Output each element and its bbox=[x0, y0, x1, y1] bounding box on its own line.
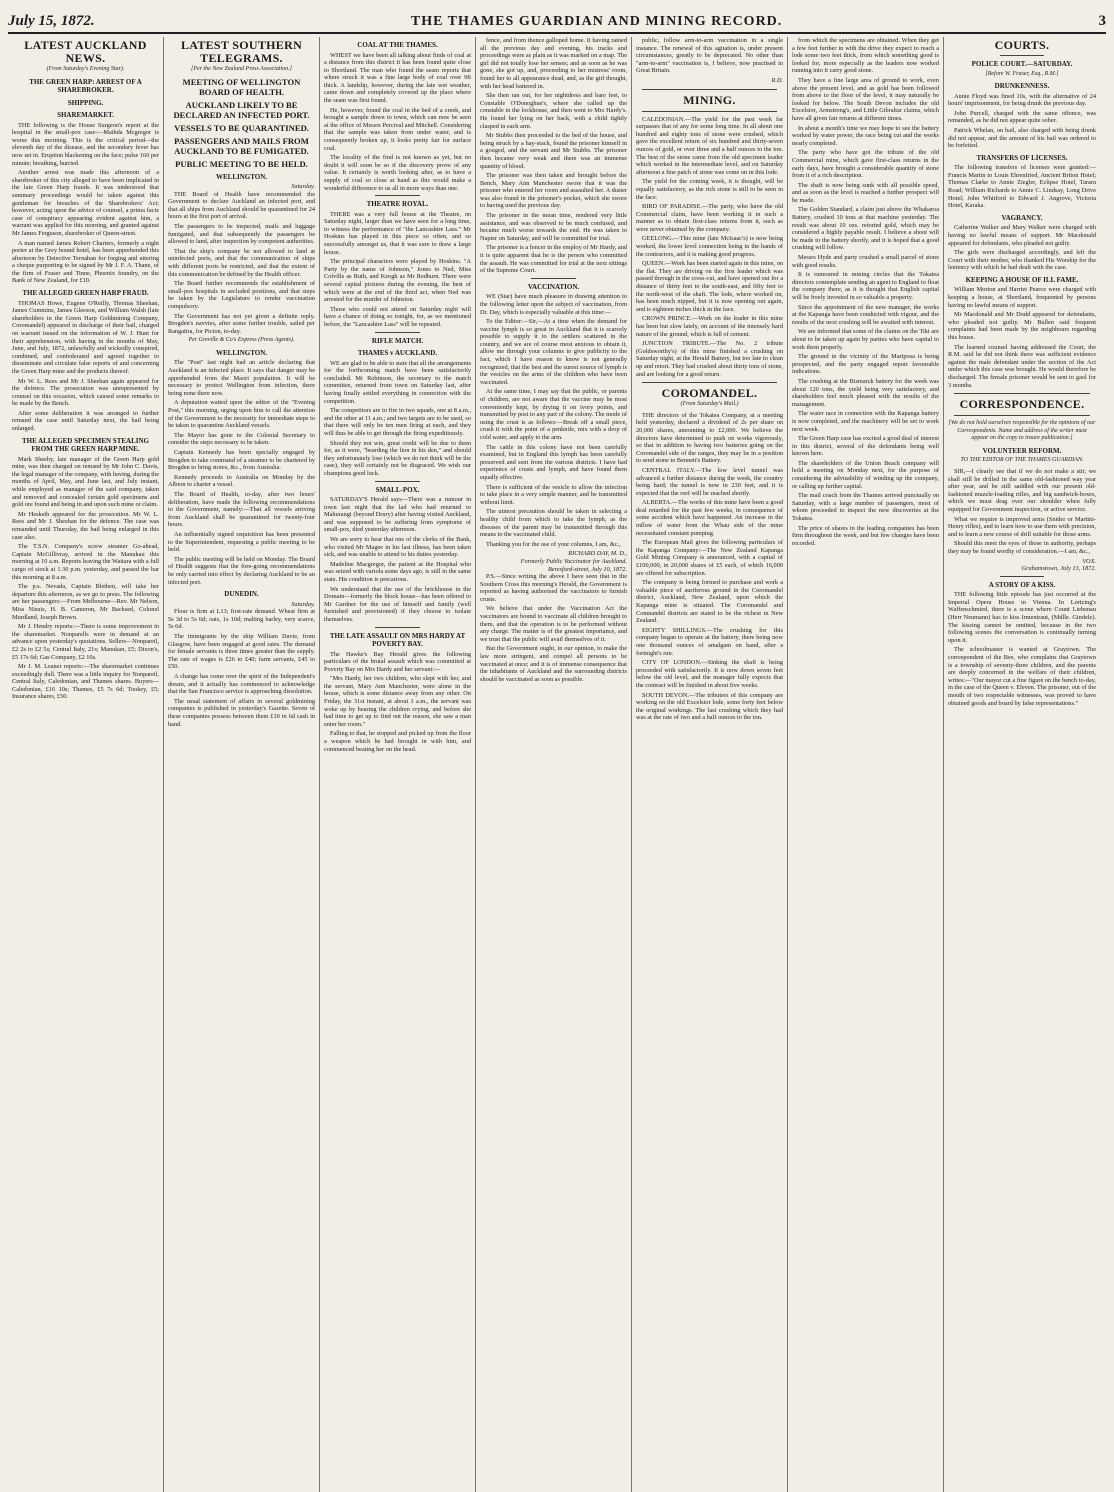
paragraph: SATURDAY'S Herald says—There was a rumour in town last night that the lad who had returned to Mahurangi (beyond Drury) after having visited Auckland, and was supposed to be suffering from symptoms of small-pox, died yesterday afternoon. bbox=[324, 496, 471, 534]
paragraph: The public meeting will be held on Monday. The Board of Health suggests that the fore-going recommendations be only carried into effect by declaring Auckland to be an infected port. bbox=[168, 555, 315, 586]
paragraph: QUEEN.—Work has been started again in this mine, on the flat. They are driving on the first leader which was passed through in the cross-cut, and have opened out for a distance of thirty feet to the south-east, and fifty feet to the north-west of the shaft. The lode, where worked on, has been much nipped, but it is now opening out again, and is eighteen inches thick in the face. bbox=[636, 260, 783, 313]
byline: Per Greville & Co's Express (Press Agents). bbox=[188, 337, 295, 344]
subheading: SHIPPING. bbox=[67, 98, 104, 107]
paragraph: The Green Harp case has excited a good deal of interest in this district, several of the defendants being well known here. bbox=[792, 435, 939, 458]
section-heading: CORRESPONDENCE. bbox=[959, 397, 1085, 412]
paragraph: The shaft is now being sunk with all possible speed, and as soon as the level is reached a further prospect will be made. bbox=[792, 181, 939, 204]
paragraph: Should they not win, great credit will be due to them for, as it were, "bearding the lion in his den," and should they unfortunately lose (which we do not think will be the case), they will certainly not be disgraced. We wish our champions good luck. bbox=[324, 439, 471, 477]
paragraph: The "Post" last night had an article declaring that Auckland is an infected place. It says that danger may be apprehended from the Maori population. It will be necessary to protect Wellington from infection, there being none there now. bbox=[168, 359, 315, 397]
paragraph: Kennedy proceeds to Australia on Monday by the Albion to charter a vessel. bbox=[168, 473, 315, 489]
paragraph: The shareholders of the Union Beach company will hold a meeting on Monday next, for the purpose of considering the advisability of winding up the company, or calling up further capital. bbox=[792, 459, 939, 490]
paragraph: A change has come over the spirit of the Independent's dream, and it actually has commenced to acknowledge that the San Francisco service is approaching dissolution. bbox=[168, 672, 315, 696]
paragraph: We believe that under the Vaccination Act the vaccinators are bound to vaccinate all children brought to them, and that the operation is to be performed without any charge. The matter is of the greatest importance, and we trust that the public will avail themselves of it. bbox=[480, 605, 627, 643]
paragraph: The Mayor has gone to the Colonial Secretary to consider the steps necessary to be taken. bbox=[168, 431, 315, 447]
paragraph: Mr Hesketh appeared for the prosecution. Mr W. L. Rees and Mr J. Sheehan for the defence. The case was remanded until Thursday, the bail being enlarged in this case also. bbox=[12, 510, 159, 541]
signature: Grahamstown, July 13, 1872. bbox=[1021, 565, 1096, 573]
paragraph: Mr Stubbs then proceeded to the bed of the house, and being struck by a hay-stack, found the prisoner himself in a gouged, and the servant and Mr Stubbs. The prisoner then became very weak and there was an immense quantity of blood. bbox=[480, 132, 627, 170]
paragraph: The passengers to be inspected, mails and luggage fumigated, and that subsequently the passengers be allowed to land, after inspection by competent authorities. bbox=[168, 223, 315, 246]
signature: RICHARD DAY, M. D., bbox=[568, 550, 627, 558]
paragraph: At the same time, I may say that the public, or parents of children, are not aware that the vaccine may be most conveniently kept, by drying it on ivory points, and transmitted by post to any part of the colony. The mode of using the crust is as follows:—Break off a small piece, crush it with the point of a penknife, mix with a drop of cold water, and apply to the arm. bbox=[480, 388, 627, 441]
paragraph: THE Board of Health have recommended the Government to declare Auckland an infected port, and that all ships from Auckland should be quarantined for 24 hours at the first port of arrival. bbox=[168, 190, 315, 221]
signature: Beresford-street, July 10, 1872. bbox=[547, 565, 627, 573]
paragraph: CENTRAL ITALY.—The low level tunnel was advanced a further distance during the week, the country being hard; the tunnel is now in 230 feet, and it is expected that the reef will be reached shortly. bbox=[636, 466, 783, 497]
paragraph: Catherine Walker and Mary Walker were charged with having no lawful means of support. Mr Macdonald appeared for defendants, who pleaded not guilty. bbox=[948, 224, 1096, 247]
paragraph: The learned counsel having addressed the Court, the R.M. said he did not think there was sufficient evidence against the male defendant under the section of the Act under which this case was brought. He would therefore be discharged. The female prisoner would be sent to gaol for 3 months. bbox=[948, 343, 1096, 389]
paragraph: Another arrest was made this afternoon of a sharebroker of this city alleged to have been implicated in the late Green Harp frauds. It was understood that summary proceedings would be taken against this gentleman for breaches of the Sharebrokers' Act; however, acting upon the advice of counsel, a prima facie case of conspiracy appearing evident against him, a warrant was applied for this morning, and granted against Mr James Ferguson, sharebroker of Queen-street. bbox=[12, 169, 159, 237]
paragraph: Should this meet the eyes of those in authority, perhaps they may be found worthy of consideration.—I am, &c., bbox=[948, 540, 1096, 555]
paragraph: THE following little episode has just occurred at the Imperial Opera House in Vienna. In Lortzing's Waffenschmied, there is a scene where Count Liebenau (Herr Neumann) has to kiss Irmentraut, (Mdlle. Gindele). The kissing cannot be omitted, because in the two following scenes the conversation is continually turning upon it. bbox=[948, 591, 1096, 644]
section-heading: MINING. bbox=[683, 92, 736, 107]
subheading: THE LATE ASSAULT ON MRS HARDY AT POVERTY BAY. bbox=[329, 631, 466, 648]
paragraph: Patrick Whelan, on bail, also charged with being drunk did not appear, and the amount of his bail was ordered to be forfeited. bbox=[948, 126, 1096, 150]
paragraph: Thanking you for the use of your columns, I am, &c., bbox=[486, 540, 621, 548]
divider bbox=[375, 627, 419, 628]
page-number: 3 bbox=[1098, 13, 1106, 29]
headline: PASSENGERS AND MAILS FROM AUCKLAND TO BE FUMIGATED. bbox=[174, 135, 309, 156]
paragraph: John Purcell, charged with the same offence, was remanded, as he did not appear quite sober. bbox=[948, 109, 1096, 125]
paragraph: SOUTH DEVON.—The tributers of this company are working on the old Excelsior lode, some forty feet below the original workings. The last crushing which they had was at the rate of two and a half ounces to the ton. bbox=[636, 691, 783, 722]
paragraph: The T.S.N. Company's screw steamer Go-ahead, Captain McGillivray, arrived in the Manukau this morning at 10 a.m. Reports leaving the Waitara with a full cargo of stock at 1.30 p.m. yesterday, and passed the bar this morning at 8 a.m. bbox=[12, 543, 159, 581]
headline: PUBLIC MEETING TO BE HELD. bbox=[175, 158, 308, 169]
paragraph: The yield for the coming week, it is thought, will be equally satisfactory, as the rich stone is still to be seen in the face. bbox=[636, 178, 783, 201]
paragraph: The price of shares in the leading companies has been firm throughout the week, and but few changes have been recorded. bbox=[792, 524, 939, 547]
issue-date: July 15, 1872. bbox=[8, 13, 95, 29]
subheading: VOLUNTEER REFORM. bbox=[982, 446, 1062, 455]
paragraph: The principal characters were played by Hoskins. "A Party by the name of Johnson," Jones to Ned, Miss Colville as Ruth, and Keogh as Mr Redburn. There were several capital pictures during the evening, the best of which were at the end of the third act, when Ned was arrested for the murder of Johnston. bbox=[324, 258, 471, 304]
paragraph: It is rumoured in mining circles that the Tokatea directors contemplate sending an agent to England to float the company there, as it is thought that English capital will be freely invested in so valuable a property. bbox=[792, 271, 939, 301]
paragraph: CROWN PRINCE.—Work on the leader in this mine has been but slow lately, on account of the intensely hard nature of the ground, which is full of cement. bbox=[636, 315, 783, 338]
subheading: DRUNKENNESS. bbox=[994, 82, 1050, 91]
paragraph: The schoolmaster is wanted at Graytown. The correspondent of the Bee, who complains that Graytown is a township of seventy-three children, and the parents are deeply concerned in the welfare of their children, writes:—"Our mayor cut a fine figure on the bench to-day, in the case of the Queen v. Eleven. The prisoner, out of the mouth of two respectable witnesses, was proved to have obtained goods and board by false representations." bbox=[948, 646, 1096, 707]
byline: [We do not hold ourselves responsible for the opinions of our Correspondents. Name and address of the writer must appear on the copy to insure publication.] bbox=[948, 420, 1096, 442]
headline: AUCKLAND LIKELY TO BE DECLARED AN INFECTED PORT. bbox=[173, 99, 310, 120]
paragraph: WE are glad to be able to state that all the arrangements for the forthcoming match have been satisfactorily concluded. Mr Robinson, the secretary to the match committee, returned from town on Saturday last, after having finally settled everything in connection with the competition. bbox=[324, 359, 471, 405]
signature: Saturday. bbox=[291, 600, 315, 608]
divider bbox=[1000, 576, 1044, 577]
paragraph: fence, and from thence galloped home. It having rained all the previous day and evening, his tracks and proceedings were as plain as it was marked on a map. The girl did not totally lose her senses; and as soon as he was gone, she got up, and, proceeding to her mistress' room, found her to all appearance dead, and, as the girl thought, with her head battered in. bbox=[480, 37, 627, 90]
divider bbox=[1000, 55, 1044, 56]
paragraph: Mr J. M. Leaner reports:—The sharemarket continues exceedingly dull. There was a little inquiry for Nonpareil, Central Italy, Caledonian, and Thames shares. Buyers—Caledonian, £16 10s; Thames, £5 7s 6d; Tookey, £5; Insurance shares, £50. bbox=[12, 663, 159, 701]
divider bbox=[642, 89, 777, 90]
subheading: SMALL-POX. bbox=[375, 485, 420, 494]
paragraph: JUNCTION TRIBUTE.—The No. 2 tribute (Goldsworthy's) of this mine finished a crushing on Saturday night, at the Herald Battery, but too late to clean up and retort. They had crushed about thirty tons of stone, and are looking for a good return. bbox=[636, 340, 783, 378]
subheading: DUNEDIN. bbox=[224, 590, 259, 599]
paragraph: The ground in the vicinity of the Mariposa is being prospected, and the party engaged report favourable indications. bbox=[792, 353, 939, 376]
paragraph: The European Mail gives the following particulars of the Kapanga Company:—The New Zealand Kapanga Gold Mining Company is announced, with a capital of £100,000, in 20,000 shares of £5 each, of which 16,000 are offered for subscription. bbox=[636, 539, 783, 577]
column-3 bbox=[320, 37, 476, 1492]
paragraph: EIGHTY SHILLINGS.—The crushing for this company began to operate at the battery, there being now one thousand ounces of amalgam on hand, after a fortnight's run. bbox=[636, 626, 783, 657]
subheading: VAGRANCY. bbox=[1001, 213, 1043, 222]
paragraph: There is sufficient of the vesicle to allow the infection to take place in a very simple manner, and be transmitted without limit. bbox=[480, 483, 627, 506]
paragraph: A deputation waited upon the editor of the "Evening Post," this morning, urging upon him to call the attention of the Government to the necessity for immediate steps to be taken to quarantine Auckland vessels. bbox=[168, 399, 315, 430]
paragraph: GEELONG.—This mine (late McIsaac's) is now being worked, the lower level connection being in the hands of the contractors, and it is making good progress. bbox=[636, 235, 783, 258]
paragraph: The mail coach from the Thames arrived punctually on Saturday, with a large number of passengers, most of whom proceeded to inspect the new discoveries at the Tokatea. bbox=[792, 492, 939, 523]
subheading: WELLINGTON. bbox=[215, 172, 268, 181]
divider bbox=[375, 332, 419, 333]
paragraph: The competitors are to fire in two squads, one at 8 a.m., and the other at 11 a.m.; and two targets are to be used, so that there will only be ten men firing at each, and they will thus be able to get through the firing expeditiously. bbox=[324, 407, 471, 437]
paragraph: The girls were discharged accordingly, and left the Court with their mother, who thanked His Worship for the leniency with which he had dealt with the case. bbox=[948, 249, 1096, 272]
byline: (From Saturday's Mail.) bbox=[680, 401, 739, 408]
paragraph: THE following is the House Surgeon's report at the hospital in the small-pox case:—Mathda Mcgregor is worse this morning. This is the critical period—the eleventh day of the disease, and the secondary fever has now set in. Eruption blackening on the face; pulse 160 per minute; breathing, hurried. bbox=[12, 121, 159, 167]
signature: Formerly Public Vaccinator for Auckland. bbox=[520, 557, 627, 565]
paragraph: The Board further recommends the establishment of small-pox hospitals in secluded positions, and that steps be taken by the Legislature to render vaccination compulsory. bbox=[168, 280, 315, 310]
divider bbox=[642, 382, 777, 383]
paragraph: THERE was a very full house at the Theatre, on Saturday night, larger than we have seen for a long time, to witness the performance of "the Lancashire Lass." Mr Hoskins has played in this piece so often, and so successfully amongst us, that it was sure to draw a large house. bbox=[324, 210, 471, 256]
subheading: VACCINATION. bbox=[527, 282, 580, 291]
paragraph: Annie Floyd was fined 10s, with the alternative of 24 hours' imprisonment, for being drunk the previous day. bbox=[948, 92, 1096, 108]
paragraph: The party who have got the tribute of the old Commercial mine, which gave first-class returns in the early days, have brought a considerable quantity of stone from it of a rich description. bbox=[792, 149, 939, 180]
paragraph: WHEST we have been all talking about finds of coal at a distance from this district it has been found quite close to Shortland. The man who found the seam reports that where struck it was a fine large body of coal over 9ft thick. A landslip, however, during the late wet weather, came down and completely covered up the place where the seam was first found. bbox=[324, 51, 471, 105]
paragraph: from which the specimens are obtained. When they get a few feet further in with the drive they expect to reach a lode some two feet thick, from which something good is looked for, more especially as the leaders now worked running into it carry good stone. bbox=[792, 37, 939, 75]
signature: VOX. bbox=[1082, 557, 1096, 565]
headline: MEETING OF WELLINGTON BOARD OF HEALTH. bbox=[182, 76, 301, 97]
paragraph: William Morton and Harriet Pearce were charged with keeping a house, at Shortland, frequented by persons having no lawful means of support. bbox=[948, 286, 1096, 309]
paragraph: The immigrants by the ship William Davie, from Glasgow, have been engaged at good rates. The demand for female servants is three times greater than the supply. The rate of wages is £26 to £40; farm servants, £45 to £50. bbox=[168, 632, 315, 671]
paragraph: We are informed that some of the claims on the Tiki are about to be taken up again by parties who have capital to work them properly. bbox=[792, 328, 939, 351]
paragraph: THE directors of the Tokatea Company, at a meeting held yesterday, declared a dividend of 2s per share on 20,000 shares, amounting to £2,000. We believe the directors have determined to push on works vigorously, so that in addition to having two batteries going on the Coromandel side of the ranges, they may be in a position to send stone to Bennett's Battery. bbox=[636, 411, 783, 465]
paragraph: We understand that the use of the brickhouse in the Domain—formerly the block house—has been offered to Mr Gardner for the use of himself and family (well furnished and provisioned) if they choose to isolate themselves. bbox=[324, 585, 471, 623]
paragraph: The following transfers of licenses were granted:—Francis Martin to Louis Ehrenfried, Ancient Briton Hotel; Thomas Clarke to Annie Ziegler, Eclipse Hotel, Tararu Road; William Richards to Annie C. Lindsay, Long Drive Hotel; John Whitford to Edward J. Angrove, Victoria Hotel, Karaka. bbox=[948, 164, 1096, 210]
paragraph: The prisoner is a fencer in the employ of Mr Hardy, and it is quite apparent that he is the person who committed the assault. He was committed for trial at the next sittings of the Supreme Court. bbox=[480, 244, 627, 275]
paragraph: CALEDONIAN.—The yield for the past week far surpasses that of any for some long time. In all about one hundred and eighty tons of stone were crushed, which gave the excellent return of six hundred and thirty-seven ounces of gold, or over three and a half ounces to the ton. The best of the stone came from the old specimen leader which worked in the intermediate level, and on Saturday afternoon a fine patch of stone was come on in this lode. bbox=[636, 115, 783, 176]
subheading: THAMES v AUCKLAND. bbox=[357, 349, 438, 358]
subheading: COAL AT THE THAMES. bbox=[357, 41, 438, 49]
subheading: POLICE COURT.—SATURDAY. bbox=[971, 60, 1073, 68]
headline: VESSELS TO BE QUARANTINED. bbox=[174, 122, 309, 133]
newspaper-title: THE THAMES GUARDIAN AND MINING RECORD. bbox=[410, 14, 783, 29]
divider bbox=[954, 393, 1090, 394]
paragraph: Mr J. Hendry reports:—There is some improvement in the sharemarket. Nonparells were in demand at an advance upon yesterday's quotations. Sellers—Nonpareil, £2 2s to £2 5s; Central Italy, 21s; Manukan, £5; Dixon's, £5 17s 6d; Gas Company, £2 10s. bbox=[12, 623, 159, 661]
signature: Saturday. bbox=[291, 183, 315, 191]
paragraph: An influentially signed requisition has been presented to the Superintendent, requesting a public meeting to be held. bbox=[168, 530, 315, 554]
column-7 bbox=[944, 37, 1100, 1492]
subheading: THE ALLEGED SPECIMEN STEALING FROM THE GREEN HARP MINE. bbox=[21, 436, 149, 454]
paragraph: Madeline Macgregor, the patient at the Hospital who was seized with variola some days ago, is still in the same state. His condition is precarious. bbox=[324, 560, 471, 583]
byline: TO THE EDITOR OF THE THAMES GUARDIAN. bbox=[960, 457, 1084, 464]
subheading: WELLINGTON. bbox=[215, 348, 268, 357]
paragraph: To the Editor:—Sir,—At a time when the demand for vaccine lymph is so great in Auckland that it is scarcely possible to supply it to the settlers scattered in the country, and we are of course most anxious to obtain it, allow me through your columns to give publicity to the fact, which I have reason to know is not generally recognized, that the best and the surest source of lymph is the vesicles on the arms of the children who have been vaccinated. bbox=[480, 318, 627, 386]
paragraph: The Government has not yet given a definite reply. Brogden's navvies, after some further trouble, sailed per Rangatira, for Picton, to-day. bbox=[168, 312, 315, 335]
subheading: THEATRE ROYAL. bbox=[366, 200, 429, 209]
paragraph: She then ran out, for her nightdress and bare feet, to Constable O'Donoghue's, where she called up the constable in the lockhouse, and then went to Mrs Hardy's. He found her lying on her back, with a child tightly clasped in each arm. bbox=[480, 92, 627, 130]
paragraph: WE (Star) have much pleasure in drawing attention to the following letter upon the subject of vaccination, from Dr. Day, which is especially valuable at this time:— bbox=[480, 293, 627, 316]
column-6 bbox=[788, 37, 944, 1492]
paragraph: The Hawke's Bay Herald gives the following particulars of the brutal assault which was committed at Poverty Bay on Mrs Hardy and her servant:— bbox=[324, 650, 471, 673]
paragraph: The prisoner in the mean time, rendered very little assistance, and was observed to be much confused, and became much worse towards the end. He was taken to Napier on Saturday, and will be committed for trial. bbox=[480, 212, 627, 242]
paragraph: The company is being formed to purchase and work a valuable piece of auriferous ground in the Coromandel district, Auckland, New Zealand, upon which the Kapanga mine is situated. The Coromandel and Comnandel districts are stated to be the richest in New Zealand. bbox=[636, 579, 783, 625]
paragraph: Falling to that, he stopped and picked up from the floor a weapon which he had brought in with him, and commenced beating her on the head. bbox=[324, 730, 471, 753]
columns bbox=[8, 37, 1106, 1492]
paragraph: The locality of the find is not known as yet, but no doubt it will soon be so if the discovery prove of any value. It certainly is worth looking after, as to have a supply of coal so close at hand as this would make a wonderful difference to us all in more ways than one. bbox=[324, 154, 471, 192]
paragraph: The water race in connection with the Kapanga battery is now completed, and the machinery will be set to work next week. bbox=[792, 410, 939, 433]
divider bbox=[642, 111, 777, 112]
column-4 bbox=[476, 37, 632, 1492]
subheading: TRANSFERS OF LICENSES. bbox=[976, 153, 1068, 162]
paragraph: SIR,—I clearly see that if we do not make a stir, we shall still be drilled in the same old-fashioned way year after year, and be still saddled with our present old-fashioned muzzle-loading rifles, and big sandwich-boxes, which we must drag over our shoulder when fully equipped for Government inspection, or active service. bbox=[948, 467, 1096, 513]
section-heading: COROMANDEL. bbox=[661, 386, 758, 401]
subheading: THE GREEN HARP: ARREST OF A SHAREBROKER. bbox=[29, 77, 142, 95]
paragraph: In about a month's time we may hope to see the battery worked by water power, the race being cut and the works nearly completed. bbox=[792, 124, 939, 147]
paragraph: THOMAS Howe, Eugene O'Reilly, Thomas Sheehan, James Cummins, James Gleeson, and William Walsh (late shareholders in the Green Harp Goldmining Company, Coromandel) appeared in discharge of their bail, charged on warrant issued on the information of W. J. Hunt for their apprehension, with having in the months of May, June, and July, 1872, unlawfully and wickedly conspired, combined, and confederated and agreed together to disseminate and circulate false reports of and concerning the Green Harp mine and the products thereof. bbox=[12, 299, 159, 375]
paragraph: After some deliberation it was arranged to further remand the case until Saturday next, the bail being enlarged. bbox=[12, 409, 159, 433]
paragraph: He, however, found the coal in the bed of a creek, and brought a sample down to town, which can now be seen at the office of Messrs Percival and Mitchell. Considering that the sample was taken from under water, and is consequently broken up, it looks pretty fair for surface coal. bbox=[324, 106, 471, 152]
paragraph: The cattle in this colony have not been carefully examined, but in England this lymph has been carefully preserved and sent from the various districts. I have had experience of crusts and lymph, and have found them equally effective. bbox=[480, 443, 627, 481]
paragraph: ALBERTA.—The works of this mine have been a good deal retarded for the past few weeks, in consequence of some accident which have happened. An increase in the inflow of water from the Whau side of the mine necessitated constant pumping. bbox=[636, 499, 783, 537]
paragraph: That the ship's company be not allowed to land at uninfected ports, and that the communication of ships with different ports be restricted, and that the extent of this communication be defined by the Health officer. bbox=[168, 247, 315, 278]
paragraph: The usual statement of affairs in several goldmining companies is published in yesterday's Gazette. Seven of these companies possess between them £10 in 6d cash in hand. bbox=[168, 697, 315, 728]
column-2 bbox=[164, 37, 320, 1492]
byline: (From Saturday's Evening Star). bbox=[46, 66, 125, 72]
column-1 bbox=[8, 37, 164, 1492]
paragraph: Flour is firm at L13; first-rate demand. Wheat firm at 5s 3d to 5s 6d; oats, 1s 10d; malting barley, very scarce, 5s 6d. bbox=[168, 608, 315, 631]
subheading: RIFLE MATCH. bbox=[371, 336, 424, 345]
paragraph: They have a fine large area of ground to work, even above the present level, and as gold has been followed from above to the floor of the level, it may naturally be looked for below. The South Devon includes the old Excelsior, Armstrong's, and Little Gibraltar claims, which have all given fair returns at different times. bbox=[792, 76, 939, 122]
byline: [Per the New Zealand Press Association.] bbox=[191, 66, 292, 72]
divider bbox=[375, 195, 419, 196]
paragraph: The prisoner was then taken and brought before the Bench, Mary Ann Manchester swore that it was the prisoner who entered her room and assaulted her. A duster was also found in the prisoner's pocket, which she swore to having used the previous day. bbox=[480, 172, 627, 210]
subheading: SHAREMARKET. bbox=[57, 111, 114, 120]
subheading: THE ALLEGED GREEN HARP FRAUD. bbox=[22, 289, 149, 298]
divider bbox=[954, 415, 1090, 416]
subheading: KEEPING A HOUSE OF ILL FAME. bbox=[965, 275, 1079, 284]
paragraph: The Golden Standard, a claim just above the Whakaroa Battery, crushed 10 tons at that machine yesterday. The result was about 10 ozs. retorted gold, which may be considered a highly payable result. I believe a shoot will be made to the battery shortly, and it is hoped that a good crushing will follow. bbox=[792, 206, 939, 252]
column-5 bbox=[632, 37, 788, 1492]
paragraph: The crushing at the Bismarck battery for the week was about 120 tons, the yield being very satisfactory, and shareholders feel much pleased with the results of the management. bbox=[792, 377, 939, 408]
byline: [Before W. Fraser, Esq., R.M.] bbox=[985, 70, 1059, 77]
section-heading: LATEST AUCKLAND NEWS. bbox=[24, 38, 147, 65]
paragraph: Mr Macdonald and Mr Dodd appeared for defendants, who pleaded not guilty. Mr Bullen said frequent complaints had been made by the neighbours regarding this house. bbox=[948, 311, 1096, 341]
paragraph: A man named James Robert Charters, formerly a night porter at the Grey hound hotel, has been apprehended this afternoon by Detective Ternahan for forging and uttering a cheque purporting to be signed by Mr J. F. A. Thane, of the firm of Fraser and Tinne, Phoenix foundry, on the Bank of New Zealand, for £10. bbox=[12, 239, 159, 285]
divider bbox=[531, 278, 575, 279]
paragraph: We are sorry to hear that one of the clerks of the Bank, who visited Mr Magee in his last illness, has been taken sick, and was unable to attend to his duties yesterday. bbox=[324, 535, 471, 559]
paragraph: The p.s. Nevada, Captain Blethen, will take her departure this afternoon, as we go to press. The following are her passengers:—From Melbourne—Rev. Mr Nelson, Miss Nisuis, H. B. Cameron, Mr Backsed, Colonel Murdland, Joseph Brown. bbox=[12, 583, 159, 621]
paragraph: Mr W. L. Rees and Mr J. Sheehan again appeared for the defence. The prosecution was unrepresented by counsel on this occasion, which caused some remarks to be made by the Bench. bbox=[12, 377, 159, 408]
paragraph: Mark Sheehy, late manager of the Green Harp gold mine, was then charged on remand by Mr John C. Davis, the legal manager of the company, with having, during the months of April, May, and June last, and July instant, while employed as manager of the said company, taken and removed and concealed certain gold specimens and gold ore found and being in and upon such mine or claim. bbox=[12, 455, 159, 509]
paragraph: What we require is improved arms (Snider or Martini-Henry rifles), and to learn how to use them with precision, and to learn a new course of drill suitable for those arms. bbox=[948, 515, 1096, 538]
paragraph: P.S.—Since writing the above I have seen that in the Southern Cross this morning's Herald, the Government is reported as having authorised the vaccinators to furnish crusts. bbox=[480, 573, 627, 603]
paragraph: Since the appointment of the new manager, the works at the Kapanga have been conducted with vigour, and the results of the next crushing will be awaited with interest. bbox=[792, 303, 939, 326]
section-heading: COURTS. bbox=[994, 38, 1050, 52]
paragraph: BIRD OF PARADISE.—The party, who have the old Commercial claim, have been working it in such a manner as to obtain first-class returns from it, such as were never obtained by the company. bbox=[636, 203, 783, 233]
paragraph: public, follow arm-to-arm vaccination in a single instance. The renewal of this agitation is, under present circumstances, greatly to be deprecated. No other than "arm-to-arm" vaccination is, I believe, now practised in Great Britain. bbox=[636, 37, 783, 75]
paragraph: "Mrs Hardy, her two children, who slept with her, and the servant, Mary Ann Manchester, were alone in the house, which is some distance away from any other. On Friday, the 31st instant, at about 1 a.m., the servant was woke up by hearing the children crying, and before she had time to get up to find out the reason, she saw a man enter her room." bbox=[324, 675, 471, 728]
paragraph: Messrs Hyde and party crushed a small parcel of stone with good results. bbox=[792, 254, 939, 269]
subheading: A STORY OF A KISS. bbox=[988, 580, 1056, 589]
paragraph: The utmost precaution should be taken in selecting a healthy child from which to take the lymph, as the diseases of the parent may be transmitted through this means to the vaccinated child. bbox=[480, 508, 627, 539]
paragraph: But the Government ought, in our opinion, to make the law more stringent, and compel all persons to be vaccinated at once; and it is of immense consequence that the inhabitants of Auckland and the surrounding districts should be vaccinated as soon as possible. bbox=[480, 645, 627, 683]
section-heading: LATEST SOUTHERN TELEGRAMS. bbox=[180, 38, 303, 65]
paragraph: Those who could not attend on Saturday night will have a chance of doing so tonight, for, as we mentioned before, the "Lancashire Lass" will be repeated. bbox=[324, 305, 471, 328]
paragraph: CITY OF LONDON.—Sinking the shaft is being proceeded with satisfactorily. It is now down seven feet below the old level, and the manager fully expects that the contract will be finished in about five weeks. bbox=[636, 659, 783, 689]
divider bbox=[375, 481, 419, 482]
signature: R.D. bbox=[771, 76, 783, 84]
paragraph: Captain Kennedy has been specially engaged by Brogden to take command of a steamer to be chartered by Brogden to bring stores, &c., from Australia. bbox=[168, 449, 315, 472]
masthead bbox=[8, 0, 1106, 34]
paragraph: The Board of Health, to-day, after two hours' deliberation, have made the following recommendations to the Government, namely:—That all vessels arriving from Auckland shall be quarantined for twenty-four hours. bbox=[168, 490, 315, 529]
